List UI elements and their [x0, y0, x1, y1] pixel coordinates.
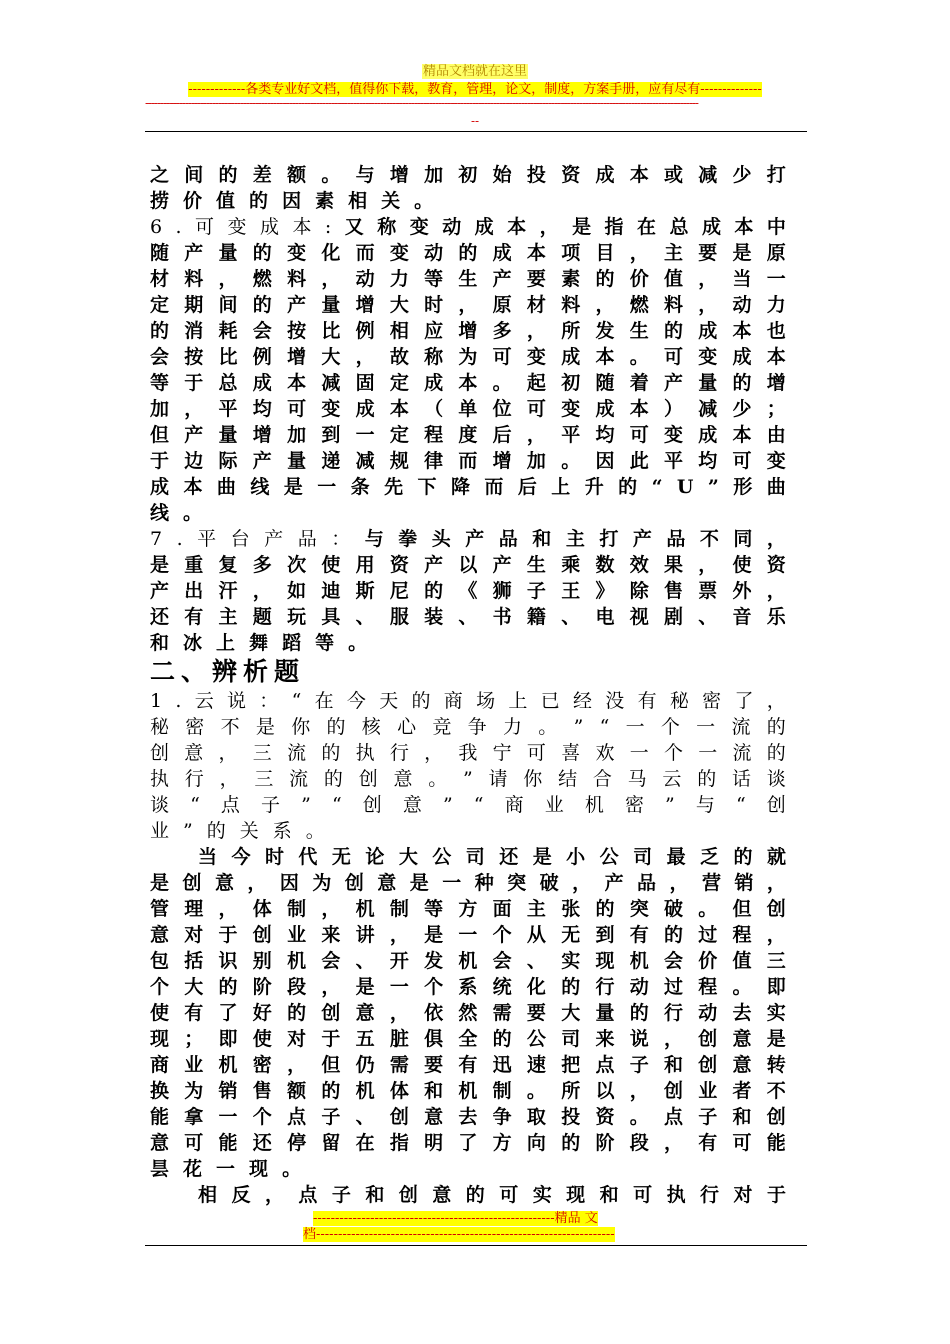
question-line: 1 . 云 说 ： “ 在 今 天 的 商 场 上 已 经 没 有 秘 密 了 ， [150, 690, 786, 712]
header-title-text: 精品文档就在这里 [422, 64, 527, 79]
header-dash-tail: -- [470, 114, 480, 128]
definition-line: 于 边 际 产 量 递 减 规 律 而 增 加 。 因 此 平 均 可 变 [150, 450, 786, 472]
definition-line: 加 ， 平 均 可 变 成 本 （ 单 位 可 变 成 本 ） 减 少 ； [150, 398, 786, 420]
definition-line: 和 冰 上 舞 蹈 等 。 [150, 632, 368, 654]
answer-line: 是 创 意 ， 因 为 创 意 是 一 种 突 破 ， 产 品 ， 营 销 ， [150, 872, 786, 894]
definition-line: 之 间 的 差 额 。 与 增 加 初 始 投 资 成 本 或 减 少 打 [150, 164, 786, 186]
footer-line-2 [303, 1227, 615, 1243]
definition-line: 等 于 总 成 本 减 固 定 成 本 。 起 初 随 着 产 量 的 增 [150, 372, 786, 394]
answer-line: 能 拿 一 个 点 子 、 创 意 去 争 取 投 资 。 点 子 和 创 [150, 1106, 786, 1128]
question-line: 业 ” 的 关 系 。 [150, 820, 325, 842]
footer-line-1 [313, 1211, 598, 1227]
definition-line: 材 料 ， 燃 料 ， 动 力 等 生 产 要 素 的 价 值 ， 当 一 [150, 268, 786, 290]
answer-line: 昙 花 一 现 。 [150, 1158, 302, 1180]
section-heading: 二、辨析题 [150, 657, 306, 686]
answer-line: 使 有 了 好 的 创 意 ， 依 然 需 要 大 量 的 行 动 去 实 [150, 1002, 786, 1024]
definition-line: 捞 价 值 的 因 素 相 关 。 [150, 190, 434, 212]
question-line: 秘 密 不 是 你 的 核 心 竞 争 力 。 ” “ 一 个 一 流 的 [150, 716, 786, 738]
answer-block [150, 844, 786, 1208]
definition-line: 会 按 比 例 增 大 ， 故 称 为 可 变 成 本 。 可 变 成 本 [150, 346, 786, 368]
answer-line: 意 对 于 创 业 来 讲 ， 是 一 个 从 无 到 有 的 过 程 ， [150, 924, 786, 946]
definition-line: 线 。 [150, 502, 203, 524]
header-dash-line: ------------------------------------------------------------------------------------------------------------------------------------------------------------------------------------- [145, 98, 698, 108]
answer-line: 相 反 ， 点 子 和 创 意 的 可 实 现 和 可 执 行 对 于 [198, 1184, 786, 1206]
definition-line: 成 本 曲 线 是 一 条 先 下 降 而 后 上 升 的 “ U ” 形 曲 [150, 476, 786, 498]
document-body [150, 162, 786, 1208]
question-line: 谈 “ 点 子 ” “ 创 意 ” “ 商 业 机 密 ” 与 “ 创 [150, 794, 786, 816]
answer-line: 个 大 的 阶 段 ， 是 一 个 系 统 化 的 行 动 过 程 。 即 [150, 976, 786, 998]
answer-line: 包 括 识 别 机 会 、 开 发 机 会 、 实 现 机 会 价 值 三 [150, 950, 786, 972]
answer-line: 管 理 ， 体 制 ， 机 制 等 方 面 主 张 的 突 破 。 但 创 [150, 898, 786, 920]
answer-line: 现 ； 即 使 对 于 五 脏 俱 全 的 公 司 来 说 ， 创 意 是 [150, 1028, 786, 1050]
question-line: 执 行 ， 三 流 的 创 意 。 ” 请 你 结 合 马 云 的 话 谈 [150, 768, 786, 790]
question-line: 创 意 ， 三 流 的 执 行 ， 我 宁 可 喜 欢 一 个 一 流 的 [150, 742, 786, 764]
definition-line: 定 期 间 的 产 量 增 大 时 ， 原 材 料 ， 燃 料 ， 动 力 [150, 294, 786, 316]
header-title [0, 64, 950, 80]
header-tagline-text: -------------各类专业好文档，值得你下载，教育，管理，论文，制度，方案手册，应有尽有-------------- [188, 82, 762, 97]
header-rule [145, 131, 807, 132]
definition-line: 产 出 汗 ， 如 迪 斯 尼 的 《 狮 子 王 》 除 售 票 外 ， [150, 580, 786, 602]
footer-line-2-text: 档-------------------------------------------------------------------- [303, 1227, 615, 1242]
footer-line-1-text: -------------------------------------------------------精品 文 [313, 1211, 598, 1226]
definition-line: 7 . 平 台 产 品 ： 与 拳 头 产 品 和 主 打 产 品 不 同 ， [150, 528, 786, 550]
question-block [150, 688, 786, 844]
footer-rule [145, 1245, 807, 1246]
answer-line: 意 可 能 还 停 留 在 指 明 了 方 向 的 阶 段 ， 有 可 能 [150, 1132, 786, 1154]
definition-line: 6 . 可 变 成 本 : 又 称 变 动 成 本 ， 是 指 在 总 成 本 中 [150, 216, 786, 238]
answer-line: 换 为 销 售 额 的 机 体 和 机 制 。 所 以 ， 创 业 者 不 [150, 1080, 786, 1102]
answer-line: 当 今 时 代 无 论 大 公 司 还 是 小 公 司 最 乏 的 就 [198, 846, 786, 868]
definitions-block [150, 162, 786, 656]
header-tagline [0, 82, 950, 98]
definition-line: 还 有 主 题 玩 具 、 服 装 、 书 籍 、 电 视 剧 、 音 乐 [150, 606, 786, 628]
definition-line: 随 产 量 的 变 化 而 变 动 的 成 本 项 目 ， 主 要 是 原 [150, 242, 786, 264]
definition-line: 是 重 复 多 次 使 用 资 产 以 产 生 乘 数 效 果 ， 使 资 [150, 554, 786, 576]
definition-line: 但 产 量 增 加 到 一 定 程 度 后 ， 平 均 可 变 成 本 由 [150, 424, 786, 446]
definition-line: 的 消 耗 会 按 比 例 相 应 增 多 ， 所 发 生 的 成 本 也 [150, 320, 786, 342]
answer-line: 商 业 机 密 ， 但 仍 需 要 有 迅 速 把 点 子 和 创 意 转 [150, 1054, 786, 1076]
